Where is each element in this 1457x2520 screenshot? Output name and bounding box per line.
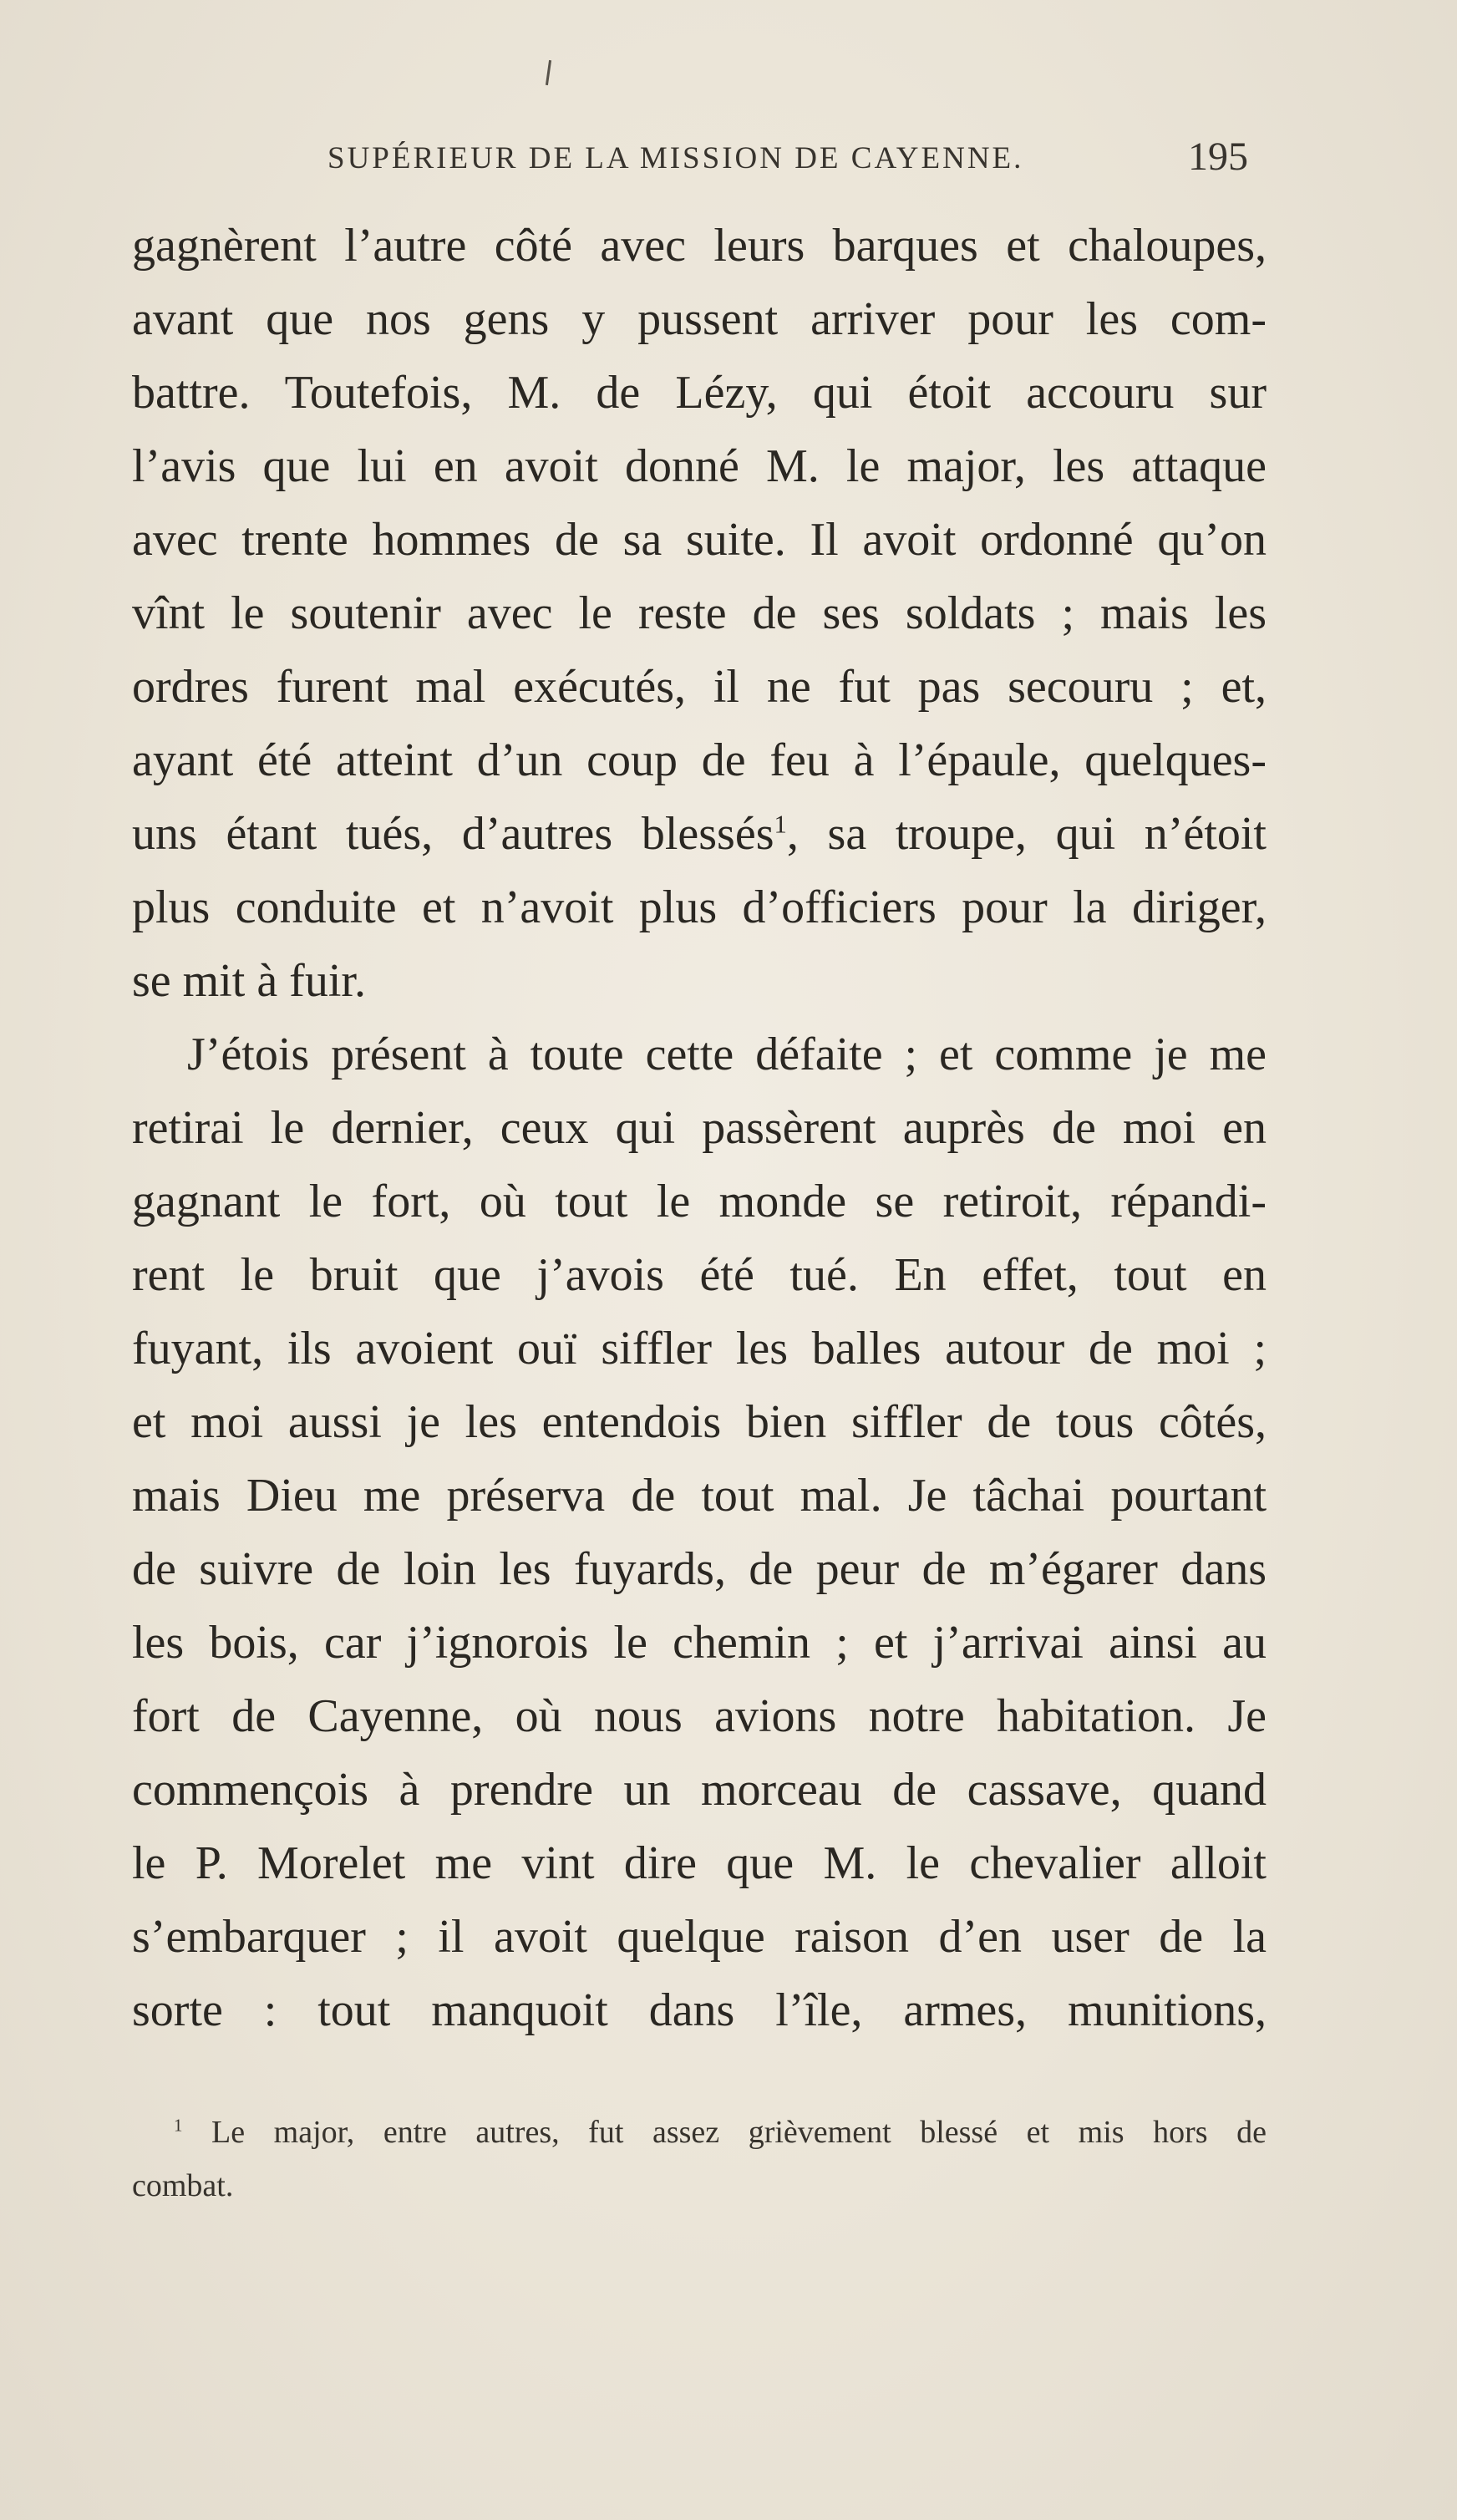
footnote-number: 1 [174, 2115, 183, 2136]
text-line: le P. Morelet me vint dire que M. le chevalier alloit [132, 1837, 1267, 1889]
text-line: fuyant, ils avoient ouï siffler les balles autour de moi ; [132, 1323, 1267, 1374]
body-text [132, 209, 1267, 2047]
text-line: vînt le soutenir avec le reste de ses soldats ; mais les [132, 587, 1267, 639]
footnote [132, 2106, 1267, 2213]
page-number: 195 [1188, 135, 1248, 179]
text-line: rent le bruit que j’avois été tué. En effet, tout en [132, 1249, 1267, 1301]
footnote-text: Le major, entre autres, fut assez grièvement blessé et mis hors de [211, 2115, 1267, 2150]
text-line: plus conduite et n’avoit plus d’officiers pour la diriger, [132, 881, 1267, 933]
footnote-line: combat. [132, 2168, 234, 2203]
text-line: avant que nos gens y pussent arriver pour les com- [132, 293, 1267, 345]
ink-mark [546, 60, 551, 85]
text-line: J’étois présent à toute cette défaite ; et comme je me [187, 1029, 1267, 1080]
text-line: commençois à prendre un morceau de cassave, quand [132, 1764, 1267, 1816]
footnote-reference: 1 [774, 810, 787, 839]
text-fragment: , sa troupe, qui n’étoit [786, 808, 1267, 860]
text-line: de suivre de loin les fuyards, de peur de m’égarer dans [132, 1543, 1267, 1595]
footnote-line [132, 2106, 1267, 2159]
text-line: battre. Toutefois, M. de Lézy, qui étoit accouru sur [132, 367, 1267, 419]
text-line: fort de Cayenne, où nous avions notre habitation. Je [132, 1690, 1267, 1742]
text-line: s’embarquer ; il avoit quelque raison d’en user de la [132, 1911, 1267, 1963]
paragraph [132, 1018, 1267, 2047]
text-line: l’avis que lui en avoit donné M. le major, les attaque [132, 440, 1267, 492]
paragraph [132, 209, 1267, 1018]
running-title: SUPÉRIEUR DE LA MISSION DE CAYENNE. [327, 141, 1024, 175]
text-line: avec trente hommes de sa suite. Il avoit ordonné qu’on [132, 514, 1267, 566]
text-line: mais Dieu me préserva de tout mal. Je tâchai pourtant [132, 1470, 1267, 1522]
text-line: gagnèrent l’autre côté avec leurs barques et chaloupes, [132, 220, 1267, 272]
text-line: retirai le dernier, ceux qui passèrent auprès de moi en [132, 1102, 1267, 1154]
text-line: ayant été atteint d’un coup de feu à l’épaule, quelques- [132, 734, 1267, 786]
text-line-with-footnote-mark [132, 797, 1267, 871]
text-line: gagnant le fort, où tout le monde se retiroit, répandi- [132, 1176, 1267, 1227]
text-line: ordres furent mal exécutés, il ne fut pas secouru ; et, [132, 661, 1267, 713]
text-line: se mit à fuir. [132, 955, 366, 1007]
text-line: les bois, car j’ignorois le chemin ; et j’arrivai ainsi au [132, 1617, 1267, 1669]
text-line: sorte : tout manquoit dans l’île, armes, munitions, [132, 1984, 1267, 2036]
text-fragment: uns étant tués, d’autres blessés [132, 808, 774, 860]
text-line: et moi aussi je les entendois bien siffler de tous côtés, [132, 1396, 1267, 1448]
